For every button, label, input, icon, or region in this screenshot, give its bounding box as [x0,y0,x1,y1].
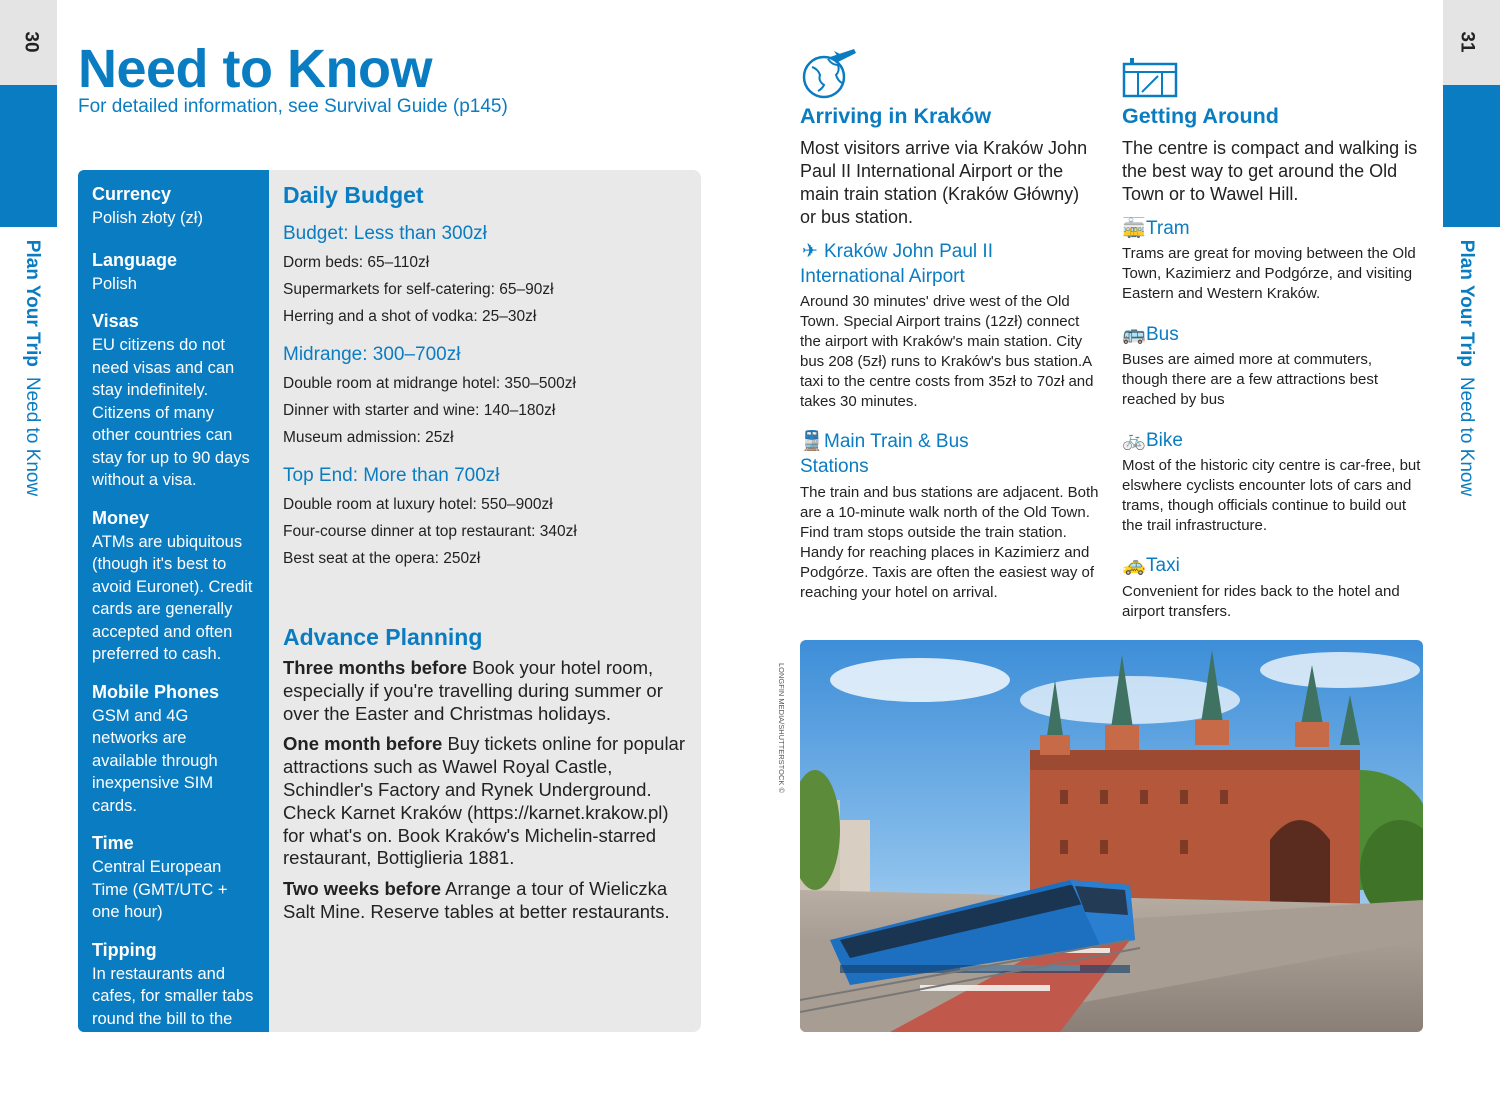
fact-value: Polish [92,274,137,293]
mode-bike-heading [1122,428,1183,453]
budget-item: Museum admission: 25zł [283,429,454,446]
station-text: The train and bus stations are adjacent. Both are a 10-minute walk north of the Old Town. Find tram stops outside the train station. Handy for reaching places in Kazimierz and Podgórze. Taxis are often the easiest way of reaching your hotel on arrival. [800,484,1099,601]
planning-when: Three months before [283,657,467,678]
mode-tram-text: Trams are great for moving between the Old Town, Kazimierz and Podgórze, and visiting Eastern and Western Kraków. [1122,245,1416,302]
mode-bike-text: Most of the historic city centre is car-free, but elswhere cyclists encounter lots of cars and trams, though officials continue to build out the trail infrastructure. [1122,457,1421,534]
budget-tier-title: Top End: More than 700zł [283,465,500,486]
side-section: Plan Your Trip [1456,239,1477,367]
fact-label: Time [92,833,134,853]
fact-value: GSM and 4G networks are available through inexpensive SIM cards. [92,706,218,815]
planning-text: Book your hotel room, especially if you're travelling during summer or over the Easter and Christmas holidays. [283,657,663,724]
budget-item: Herring and a shot of vodka: 25–30zł [283,308,537,325]
airport-title: Kraków John Paul II International Airport [800,241,993,287]
fact-value: Central European Time (GMT/UTC + one hour) [92,858,228,921]
budget-item: Supermarkets for self-catering: 65–90zł [283,281,554,298]
mode-taxi-heading [1122,553,1180,578]
budget-tier-title: Budget: Less than 300zł [283,223,487,244]
fact-value: EU citizens do not need visas and can stay indefinitely. Citizens of many other countries can stay for up to 90 days without a visa. [92,336,250,489]
airport-subheading [800,239,1100,289]
fact-money [92,508,255,666]
side-subsection: Need to Know [22,376,43,497]
getting-around-heading: Getting Around [1122,104,1279,128]
planning-item [283,878,687,924]
planning-when: Two weeks before [283,878,441,900]
budget-item: Double room at luxury hotel: 550–900zł [283,496,553,513]
fact-language [92,250,255,296]
fact-label: Language [92,249,178,270]
arriving-heading: Arriving in Kraków [800,104,992,128]
fact-label: Visas [92,311,139,331]
fact-mobile-phones [92,682,255,818]
arriving-intro: Most visitors arrive via Kraków John Paul II International Airport or the main train station (Kraków Główny) or bus station. [800,138,1088,227]
budget-item: Double room at midrange hotel: 350–500zł [283,375,576,392]
planning-when: One month before [283,733,443,755]
bus-icon: 🚌 [1122,324,1146,345]
globe-plane-icon [800,45,858,101]
station-title: Main Train & Bus Stations [800,431,969,477]
photo-illustration [800,640,1423,1032]
planning-text: Buy tickets online for popular attractions such as Wawel Royal Castle, Schindler's Factory and Rynek Underground. Check Karnet Kraków (https://karnet.krakow.pl) for what's on. Book Kraków's Michelin-starred restaurant, Bottiglieria 1881. [283,733,685,869]
advance-planning-heading: Advance Planning [283,624,483,650]
page-subtitle: For detailed information, see Survival Guide (p145) [78,96,508,117]
fact-currency [92,184,255,230]
budget-tier [283,344,687,451]
right-section-tab [1443,85,1500,227]
taxi-icon: 🚕 [1122,555,1146,576]
planning-text: Arrange a tour of Wieliczka Salt Mine. Reserve tables at better restaurants. [283,878,670,922]
planning-item [283,657,687,725]
budget-tier [283,465,687,572]
right-page-number: 31 [1456,31,1478,53]
side-section: Plan Your Trip [22,239,43,367]
budget-item: Dorm beds: 65–110zł [283,254,430,271]
tram-icon: 🚋 [1122,218,1146,239]
fact-value: ATMs are ubiquitous (though it's best to avoid Euronet). Credit cards are generally accepted and often preferred to cash. [92,532,253,663]
page-title: Need to Know [78,39,432,99]
mode-bus-text: Buses are aimed more at commuters, though there are a few attractions best reached by bus [1122,351,1378,408]
train-icon: 🚆 [800,431,824,452]
fact-label: Mobile Phones [92,681,220,702]
fact-label: Money [92,507,150,528]
budget-item: Dinner with starter and wine: 140–180zł [283,402,556,419]
mode-name: Taxi [1146,555,1180,576]
fact-value: Polish złoty (zł) [92,209,203,227]
budget-item: Best seat at the opera: 250zł [283,550,481,567]
mode-taxi-text: Convenient for rides back to the hotel and airport transfers. [1122,583,1400,620]
budget-tier-title: Midrange: 300–700zł [283,344,461,365]
daily-budget-heading: Daily Budget [283,182,424,208]
airport-text: Around 30 minutes' drive west of the Old Town. Special Airport trains (12zł) connect the airport with Kraków's main station. City bus 208 (5zł) runs to Kraków's bus station.A taxi to the centre costs from 35zł to 70zł and takes 30 minutes. [800,293,1094,410]
side-subsection: Need to Know [1456,376,1477,497]
station-subheading [800,429,1000,479]
getting-around-intro: The centre is compact and walking is the best way to get around the Old Town or to Wawel Hill. [1122,138,1418,204]
photo-credit: LONGFIN MEDIA/SHUTTERSTOCK © [777,663,786,793]
airplane-icon: ✈ [802,241,818,262]
left-side-label [21,240,43,496]
fact-visas [92,311,255,492]
right-side-label [1455,240,1477,496]
barbican-tram-photo [800,640,1423,1032]
bike-icon: 🚲 [1122,430,1146,451]
mode-name: Tram [1146,218,1190,239]
fact-label: Currency [92,184,172,204]
fact-label: Tipping [92,939,157,960]
transit-sign-icon [1122,58,1178,100]
budget-tier [283,223,687,330]
facts-column [78,170,269,1095]
mode-bus-heading [1122,322,1179,347]
mode-tram-heading [1122,216,1190,241]
budget-planning-panel [269,170,701,1032]
fact-value: In restaurants and cafes, for smaller tabs round the bill to the nearest 5zł or 10zł increment. Otherwise, 10% is standard. [92,964,254,1095]
fact-tipping [92,940,255,1098]
fact-time [92,833,255,924]
left-page-number: 30 [20,31,42,53]
left-section-tab [0,85,57,227]
mode-name: Bus [1146,324,1179,345]
budget-item: Four-course dinner at top restaurant: 340zł [283,523,577,540]
planning-item [283,733,687,870]
mode-name: Bike [1146,430,1183,451]
